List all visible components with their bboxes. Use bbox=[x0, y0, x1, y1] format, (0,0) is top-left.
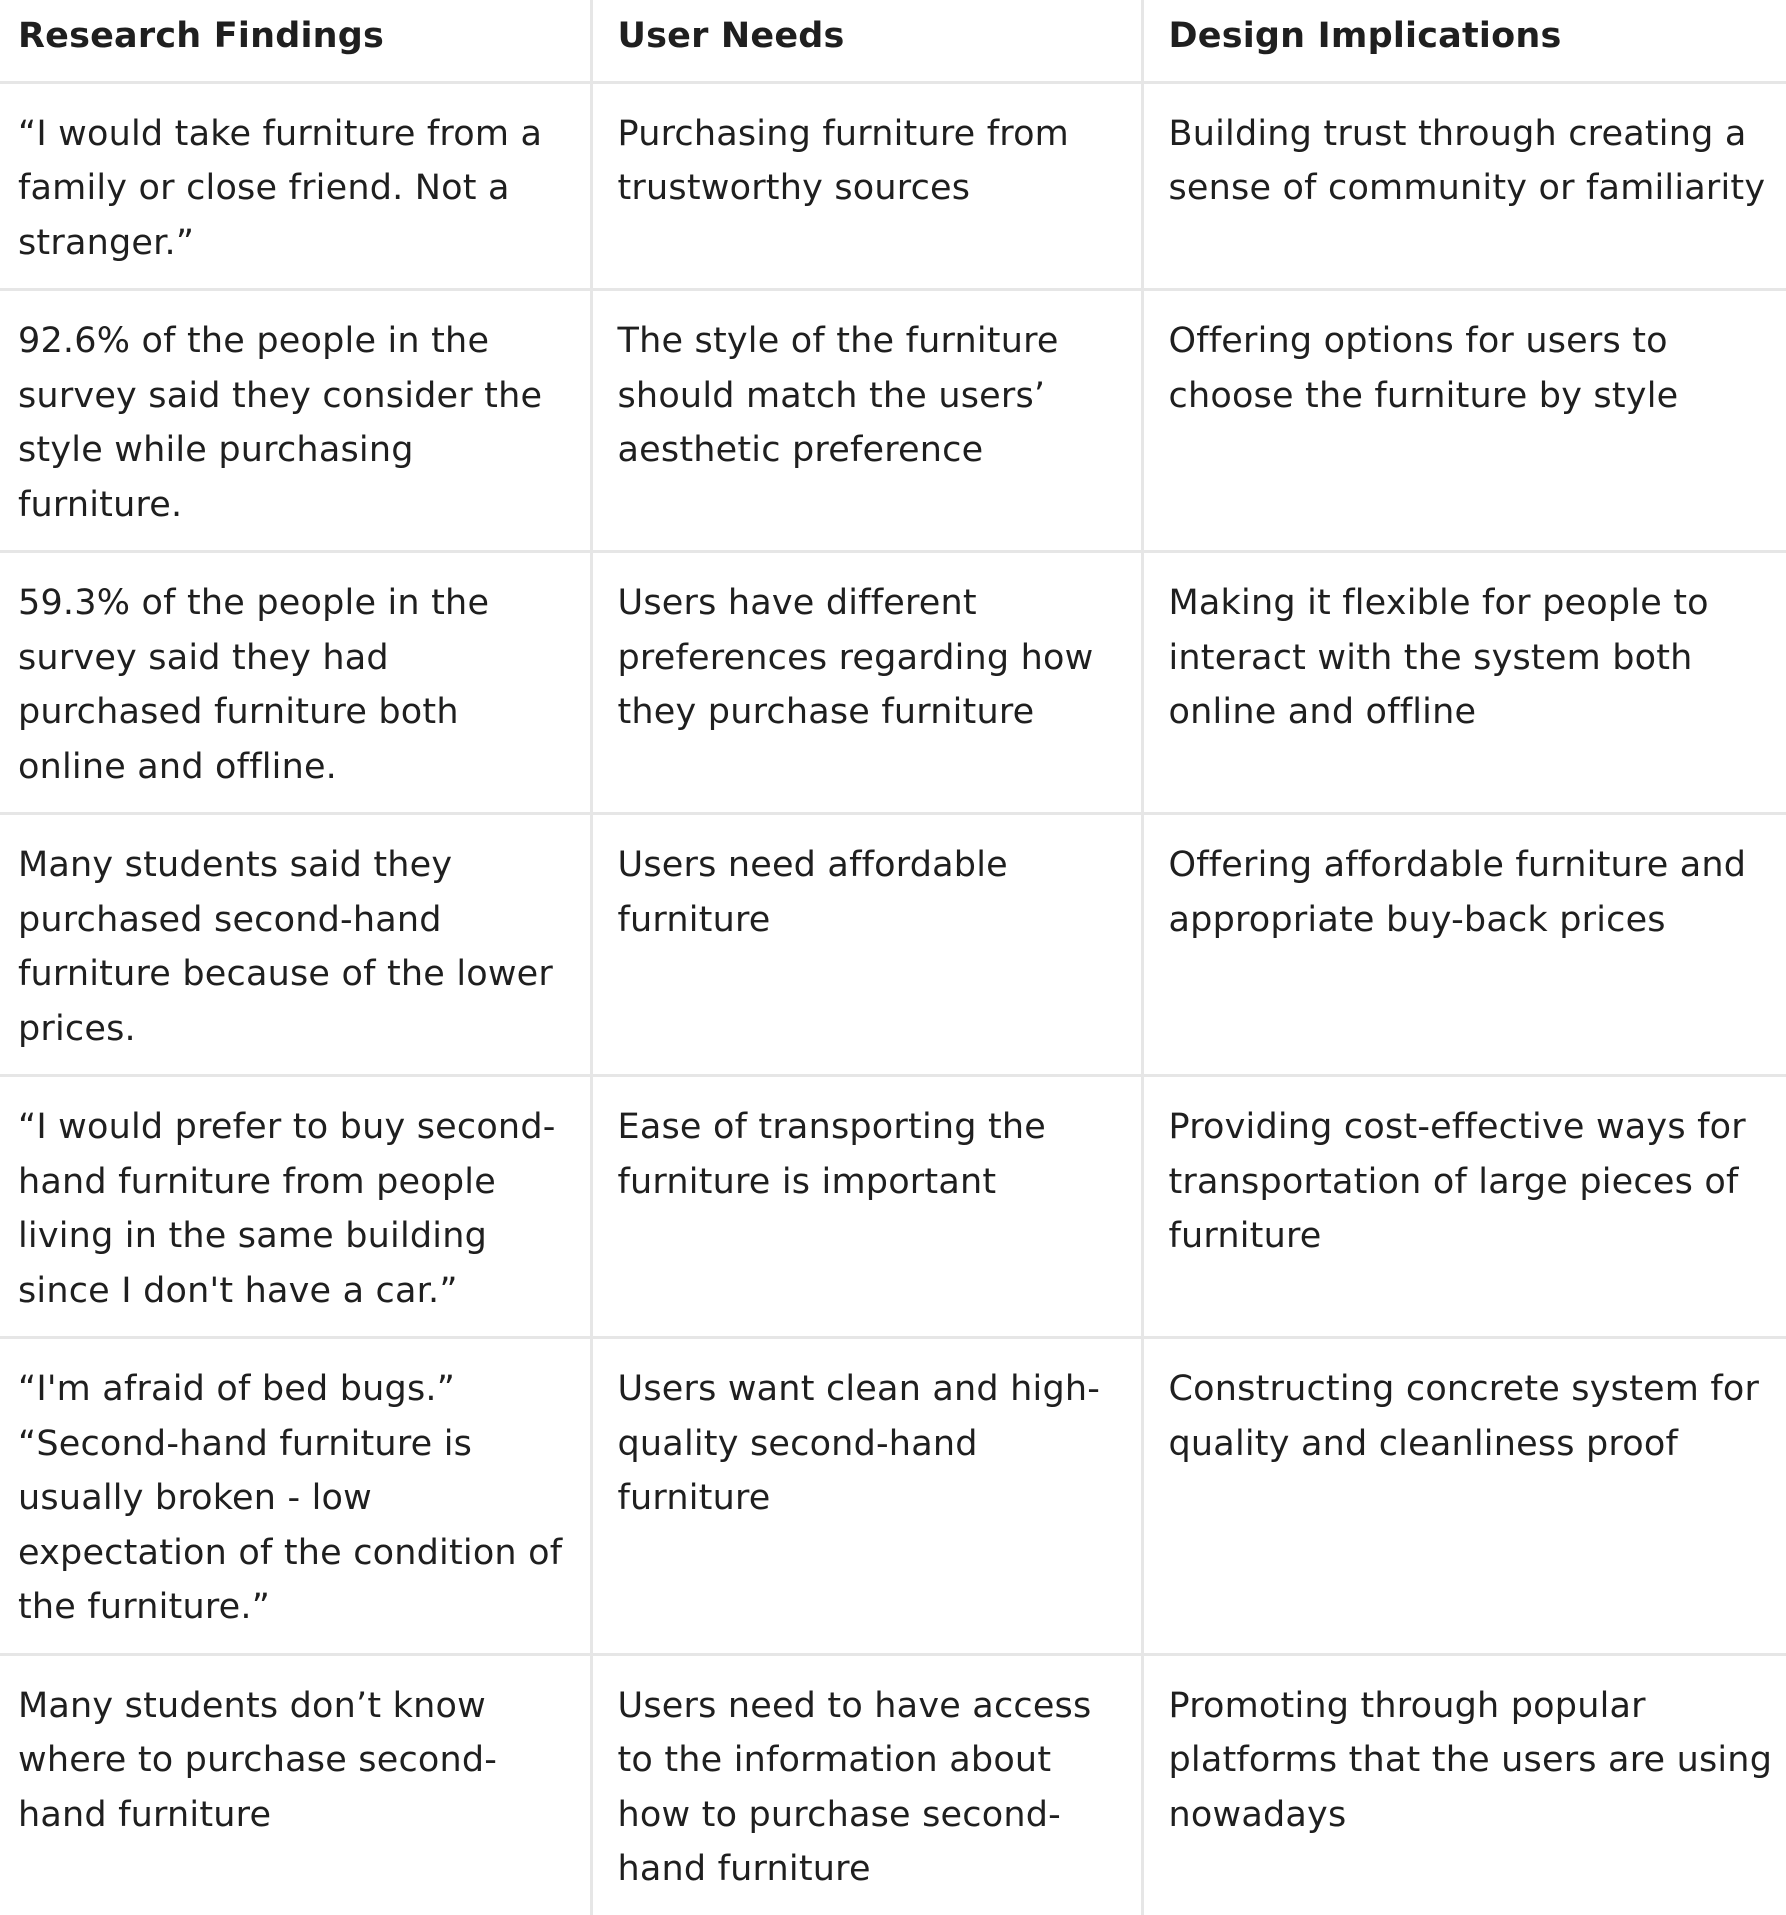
design-implication-cell: Building trust through creating a sense of community or familiarity bbox=[1142, 82, 1786, 290]
header-row bbox=[0, 0, 1786, 82]
table-row bbox=[0, 1076, 1786, 1338]
column-header-research-findings: Research Findings bbox=[0, 0, 591, 82]
research-finding-cell: “I would prefer to buy second-hand furniture from people living in the same building since I don't have a car.” bbox=[0, 1076, 591, 1338]
user-need-cell: Ease of transporting the furniture is important bbox=[591, 1076, 1142, 1338]
design-implication-cell: Making it flexible for people to interact with the system both online and offline bbox=[1142, 552, 1786, 814]
table-header bbox=[0, 0, 1786, 82]
research-finding-cell: “I'm afraid of bed bugs.” “Second-hand furniture is usually broken - low expectation of the condition of the furniture.” bbox=[0, 1338, 591, 1655]
user-need-cell: Purchasing furniture from trustworthy sources bbox=[591, 82, 1142, 290]
design-implication-cell: Promoting through popular platforms that the users are using nowadays bbox=[1168, 1685, 1773, 1835]
research-finding-cell: 92.6% of the people in the survey said they consider the style while purchasing furniture. bbox=[0, 290, 591, 552]
user-need-cell: The style of the furniture should match the users’ aesthetic preference bbox=[591, 290, 1142, 552]
user-need-cell: Users want clean and high-quality second-hand furniture bbox=[591, 1338, 1142, 1655]
table-body bbox=[0, 82, 1786, 1915]
research-finding-cell: Many students said they purchased second-hand furniture because of the lower prices. bbox=[0, 814, 591, 1076]
table-row bbox=[0, 1338, 1786, 1655]
user-need-cell: Users need to have access to the information about how to purchase second-hand furniture bbox=[591, 1654, 1142, 1915]
design-implication-cell: Offering affordable furniture and appropriate buy-back prices bbox=[1142, 814, 1786, 1076]
research-finding-cell: Many students don’t know where to purchase second-hand furniture bbox=[0, 1654, 591, 1915]
user-need-cell: Users need affordable furniture bbox=[591, 814, 1142, 1076]
column-header-design-implications: Design Implications bbox=[1142, 0, 1786, 82]
user-need-cell: Users have different preferences regarding how they purchase furniture bbox=[591, 552, 1142, 814]
column-header-user-needs: User Needs bbox=[591, 0, 1142, 82]
research-finding-cell: “I would take furniture from a family or close friend. Not a stranger.” bbox=[0, 82, 591, 290]
table-row bbox=[0, 552, 1786, 814]
table-row bbox=[0, 290, 1786, 552]
research-finding-cell: 59.3% of the people in the survey said they had purchased furniture both online and offline. bbox=[0, 552, 591, 814]
design-implication-cell: Offering options for users to choose the furniture by style bbox=[1142, 290, 1786, 552]
table-row bbox=[0, 1654, 1786, 1915]
table-row bbox=[0, 82, 1786, 290]
table-row bbox=[0, 814, 1786, 1076]
design-implication-cell: Providing cost-effective ways for transportation of large pieces of furniture bbox=[1142, 1076, 1786, 1338]
design-implication-cell: Constructing concrete system for quality and cleanliness proof bbox=[1142, 1338, 1786, 1655]
